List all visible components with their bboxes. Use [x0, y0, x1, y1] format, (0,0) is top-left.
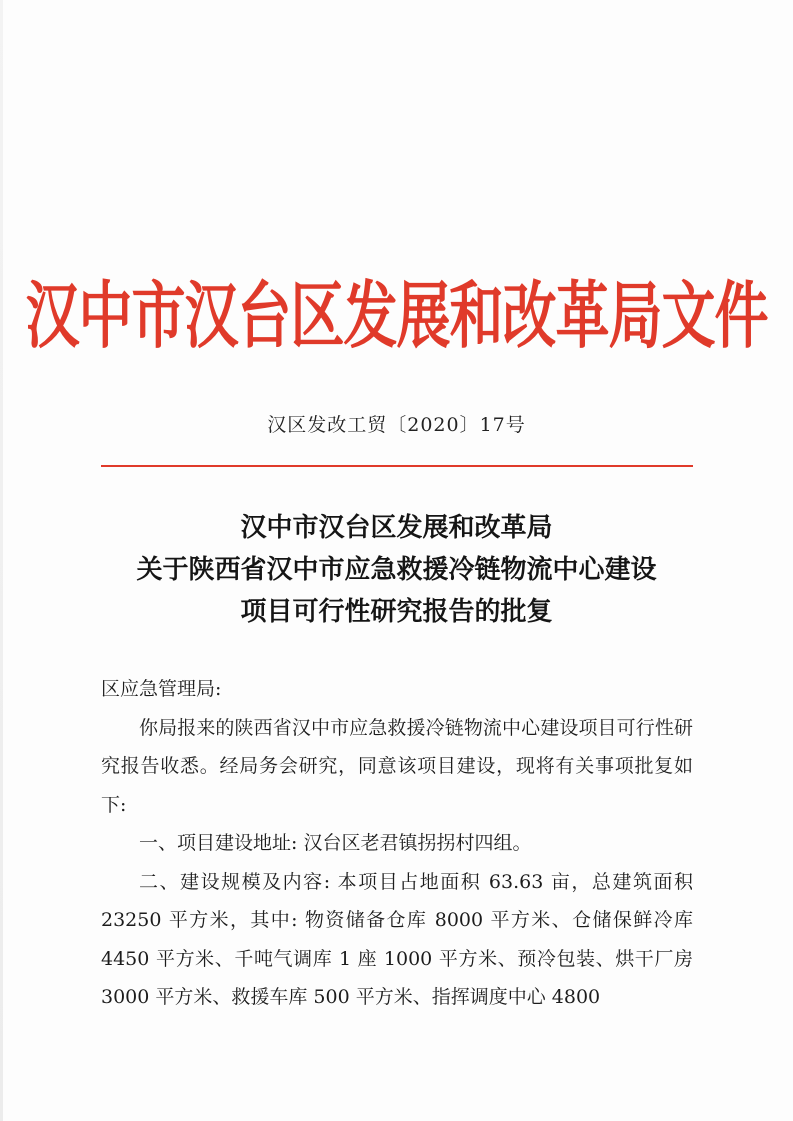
red-divider-line — [101, 465, 693, 467]
document-title-line: 项目可行性研究报告的批复 — [240, 597, 553, 627]
issuer-header-title: 汉中市汉台区发展和改革局文件 — [25, 272, 768, 359]
document-title — [0, 507, 793, 633]
document-title-line: 汉中市汉台区发展和改革局 — [240, 513, 553, 543]
recipient-line: 区应急管理局: — [101, 678, 222, 700]
document-body — [101, 670, 693, 1017]
body-paragraph: 二、建设规模及内容: 本项目占地面积 63.63 亩，总建筑面积 23250 平方米，其中: 物资储备仓库 8000 平方米、仓储保鲜冷库 4450 平方米、千吨气调库 1 座 1000 平方米、预冷包装、烘干厂房 3000 平方米、救援车库 500 平方米、指挥调度中心 4800 — [101, 870, 693, 1008]
document-number: 汉区发改工贸〔2020〕17号 — [267, 414, 526, 436]
body-paragraph: 你局报来的陕西省汉中市应急救援冷链物流中心建设项目可行性研究报告收悉。经局务会研究，同意该项目建设，现将有关事项批复如下: — [101, 716, 693, 816]
body-paragraph: 一、项目建设地址: 汉台区老君镇拐拐村四组。 — [139, 832, 532, 854]
document-title-line: 关于陕西省汉中市应急救援冷链物流中心建设 — [136, 555, 657, 585]
